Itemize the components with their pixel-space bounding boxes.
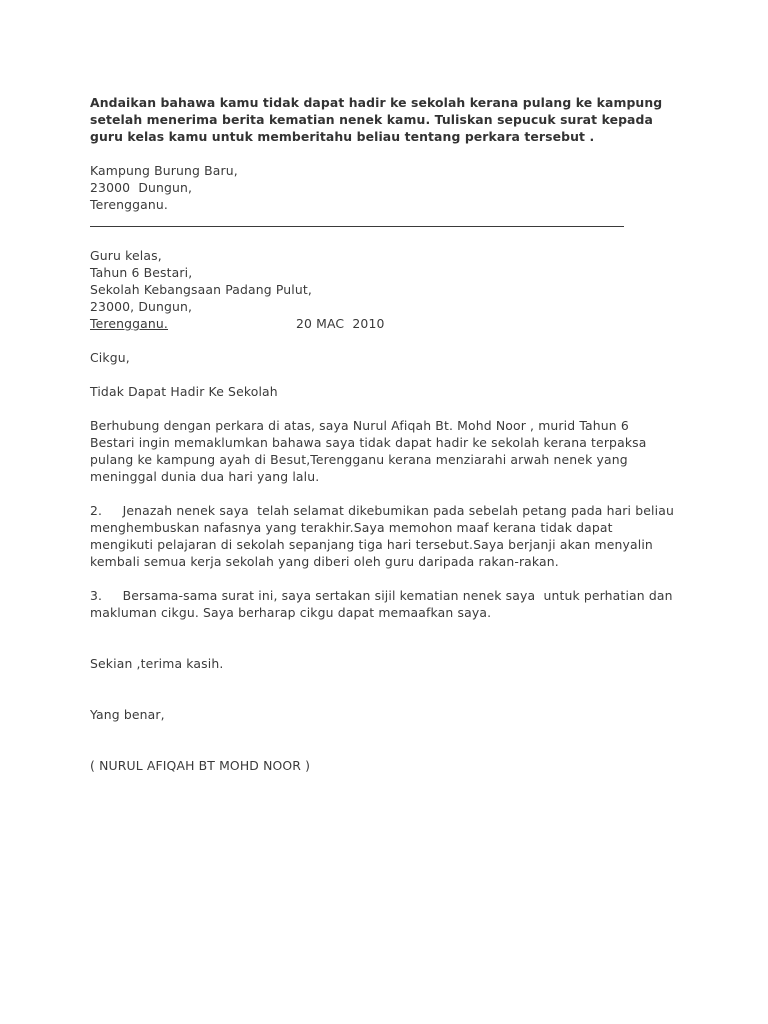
spacer (90, 621, 690, 655)
spacer (90, 570, 690, 587)
spacer (90, 723, 690, 757)
letter-subject: Tidak Dapat Hadir Ke Sekolah (90, 384, 278, 399)
state-and-date-row (90, 315, 690, 332)
spacer (90, 145, 690, 162)
paragraph-line: Berhubung dengan perkara di atas, saya Nurul Afiqah Bt. Mohd Noor , murid Tahun 6 (90, 418, 629, 433)
address-divider (90, 213, 690, 230)
sender-address (90, 162, 690, 213)
spacer (90, 366, 690, 383)
sender-address-line: Kampung Burung Baru, (90, 163, 238, 178)
paragraph-line: pulang ke kampung ayah di Besut,Terengganu kerana menziarahi arwah nenek yang (90, 452, 628, 467)
salutation: Cikgu, (90, 350, 130, 365)
recipient-address-line: 23000, Dungun, (90, 299, 193, 314)
paragraph-line: Bestari ingin memaklumkan bahawa saya tidak dapat hadir ke sekolah kerana terpaksa (90, 435, 647, 450)
recipient-address-line: Sekolah Kebangsaan Padang Pulut, (90, 282, 312, 297)
divider-line (90, 226, 624, 227)
recipient-address (90, 247, 690, 332)
paragraph-line: menghembuskan nafasnya yang terakhir.Saya memohon maaf kerana tidak dapat (90, 520, 613, 535)
sender-address-line: 23000 Dungun, (90, 180, 193, 195)
sender-address-line: Terengganu. (90, 197, 169, 212)
essay-prompt (90, 94, 690, 145)
spacer (90, 400, 690, 417)
paragraph-line: mengikuti pelajaran di sekolah sepanjang tiga hari tersebut.Saya berjanji akan menyalin (90, 537, 653, 552)
paragraph-line: makluman cikgu. Saya berharap cikgu dapat memaafkan saya. (90, 605, 492, 620)
recipient-state: Terengganu. (90, 316, 169, 331)
paragraph-line: 2. Jenazah nenek saya telah selamat dikebumikan pada sebelah petang pada hari beliau (90, 503, 674, 518)
paragraph-3 (90, 587, 690, 621)
prompt-line: setelah menerima berita kematian nenek kamu. Tuliskan sepucuk surat kepada (90, 112, 653, 127)
spacer (90, 332, 690, 349)
recipient-address-line: Guru kelas, (90, 248, 162, 263)
letter-date: 20 MAC 2010 (296, 316, 385, 331)
closing-line: Sekian ,terima kasih. (90, 656, 224, 671)
prompt-line: guru kelas kamu untuk memberitahu beliau tentang perkara tersebut . (90, 129, 595, 144)
paragraph-1 (90, 417, 690, 485)
letter-document (90, 94, 690, 774)
spacer (90, 485, 690, 502)
spacer (90, 672, 690, 706)
signoff-line: Yang benar, (90, 707, 165, 722)
paragraph-line: kembali semua kerja sekolah yang diberi oleh guru daripada rakan-rakan. (90, 554, 559, 569)
spacer (90, 230, 690, 247)
signature-name: ( NURUL AFIQAH BT MOHD NOOR ) (90, 758, 311, 773)
paragraph-line: 3. Bersama-sama surat ini, saya sertakan sijil kematian nenek saya untuk perhatian dan (90, 588, 673, 603)
paragraph-line: meninggal dunia dua hari yang lalu. (90, 469, 320, 484)
paragraph-2 (90, 502, 690, 570)
recipient-address-line: Tahun 6 Bestari, (90, 265, 193, 280)
prompt-line: Andaikan bahawa kamu tidak dapat hadir ke sekolah kerana pulang ke kampung (90, 95, 663, 110)
